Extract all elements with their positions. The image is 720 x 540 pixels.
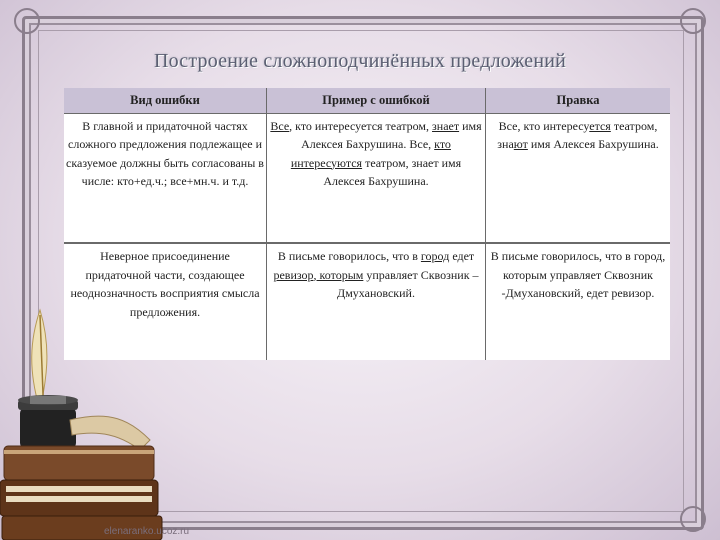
underlined-text: ется (589, 118, 611, 133)
header-error-type: Вид ошибки (64, 88, 267, 113)
cell-example (267, 243, 486, 360)
frame-corner-ornament (680, 8, 706, 34)
table-row (64, 113, 670, 243)
example-text: театром, знает имя Алексея Бахрушина. (323, 155, 462, 188)
underlined-text: Все (270, 118, 290, 133)
cell-correction (486, 113, 671, 243)
underlined-text: город (420, 249, 450, 263)
correction-text: имя Алексея Бахрушина. (527, 137, 659, 151)
correction-text: театром, зна (497, 118, 658, 151)
example-text: имя Алексея Бахрушина. Все, (301, 118, 482, 151)
header-correction: Правка (486, 88, 671, 113)
underlined-text: ревизор, которым (273, 267, 364, 282)
cell-example (267, 113, 486, 243)
example-text: В письме говорилось, что в (277, 249, 421, 263)
frame-corner-ornament (14, 8, 40, 34)
example-text: едет (449, 249, 475, 263)
cell-error-type: Неверное присоединение придаточной части, создающее неоднозначность восприятия смысла предложения. (64, 243, 267, 360)
header-example: Пример с ошибкой (267, 88, 486, 113)
slide-title: Построение сложноподчинённых предложений (153, 50, 567, 72)
cell-correction: В письме говорилось, что в город, которым управляет Сквозник -Дмухановский, едет ревизор. (486, 243, 671, 360)
site-watermark: elenaranko.ucoz.ru (104, 526, 190, 537)
underlined-text: ют (513, 137, 528, 151)
correction-text: Все, кто интересу (498, 118, 590, 133)
quill-inkwell-books-illustration (0, 300, 190, 540)
underlined-text: знает (432, 118, 460, 133)
cell-error-type: В главной и придаточной частях сложного предложения подлежащее и сказуемое должны быть согласованы в числе: кто+ед.ч.; все+мн.ч. и т.д. (64, 113, 267, 243)
underlined-text: кто интересуются (290, 137, 451, 170)
table-header-row (64, 88, 670, 113)
example-text: управляет Сквозник – Дмухановский. (337, 267, 479, 300)
example-text: , кто интересуется театром, (289, 118, 433, 133)
frame-corner-ornament (680, 506, 706, 532)
